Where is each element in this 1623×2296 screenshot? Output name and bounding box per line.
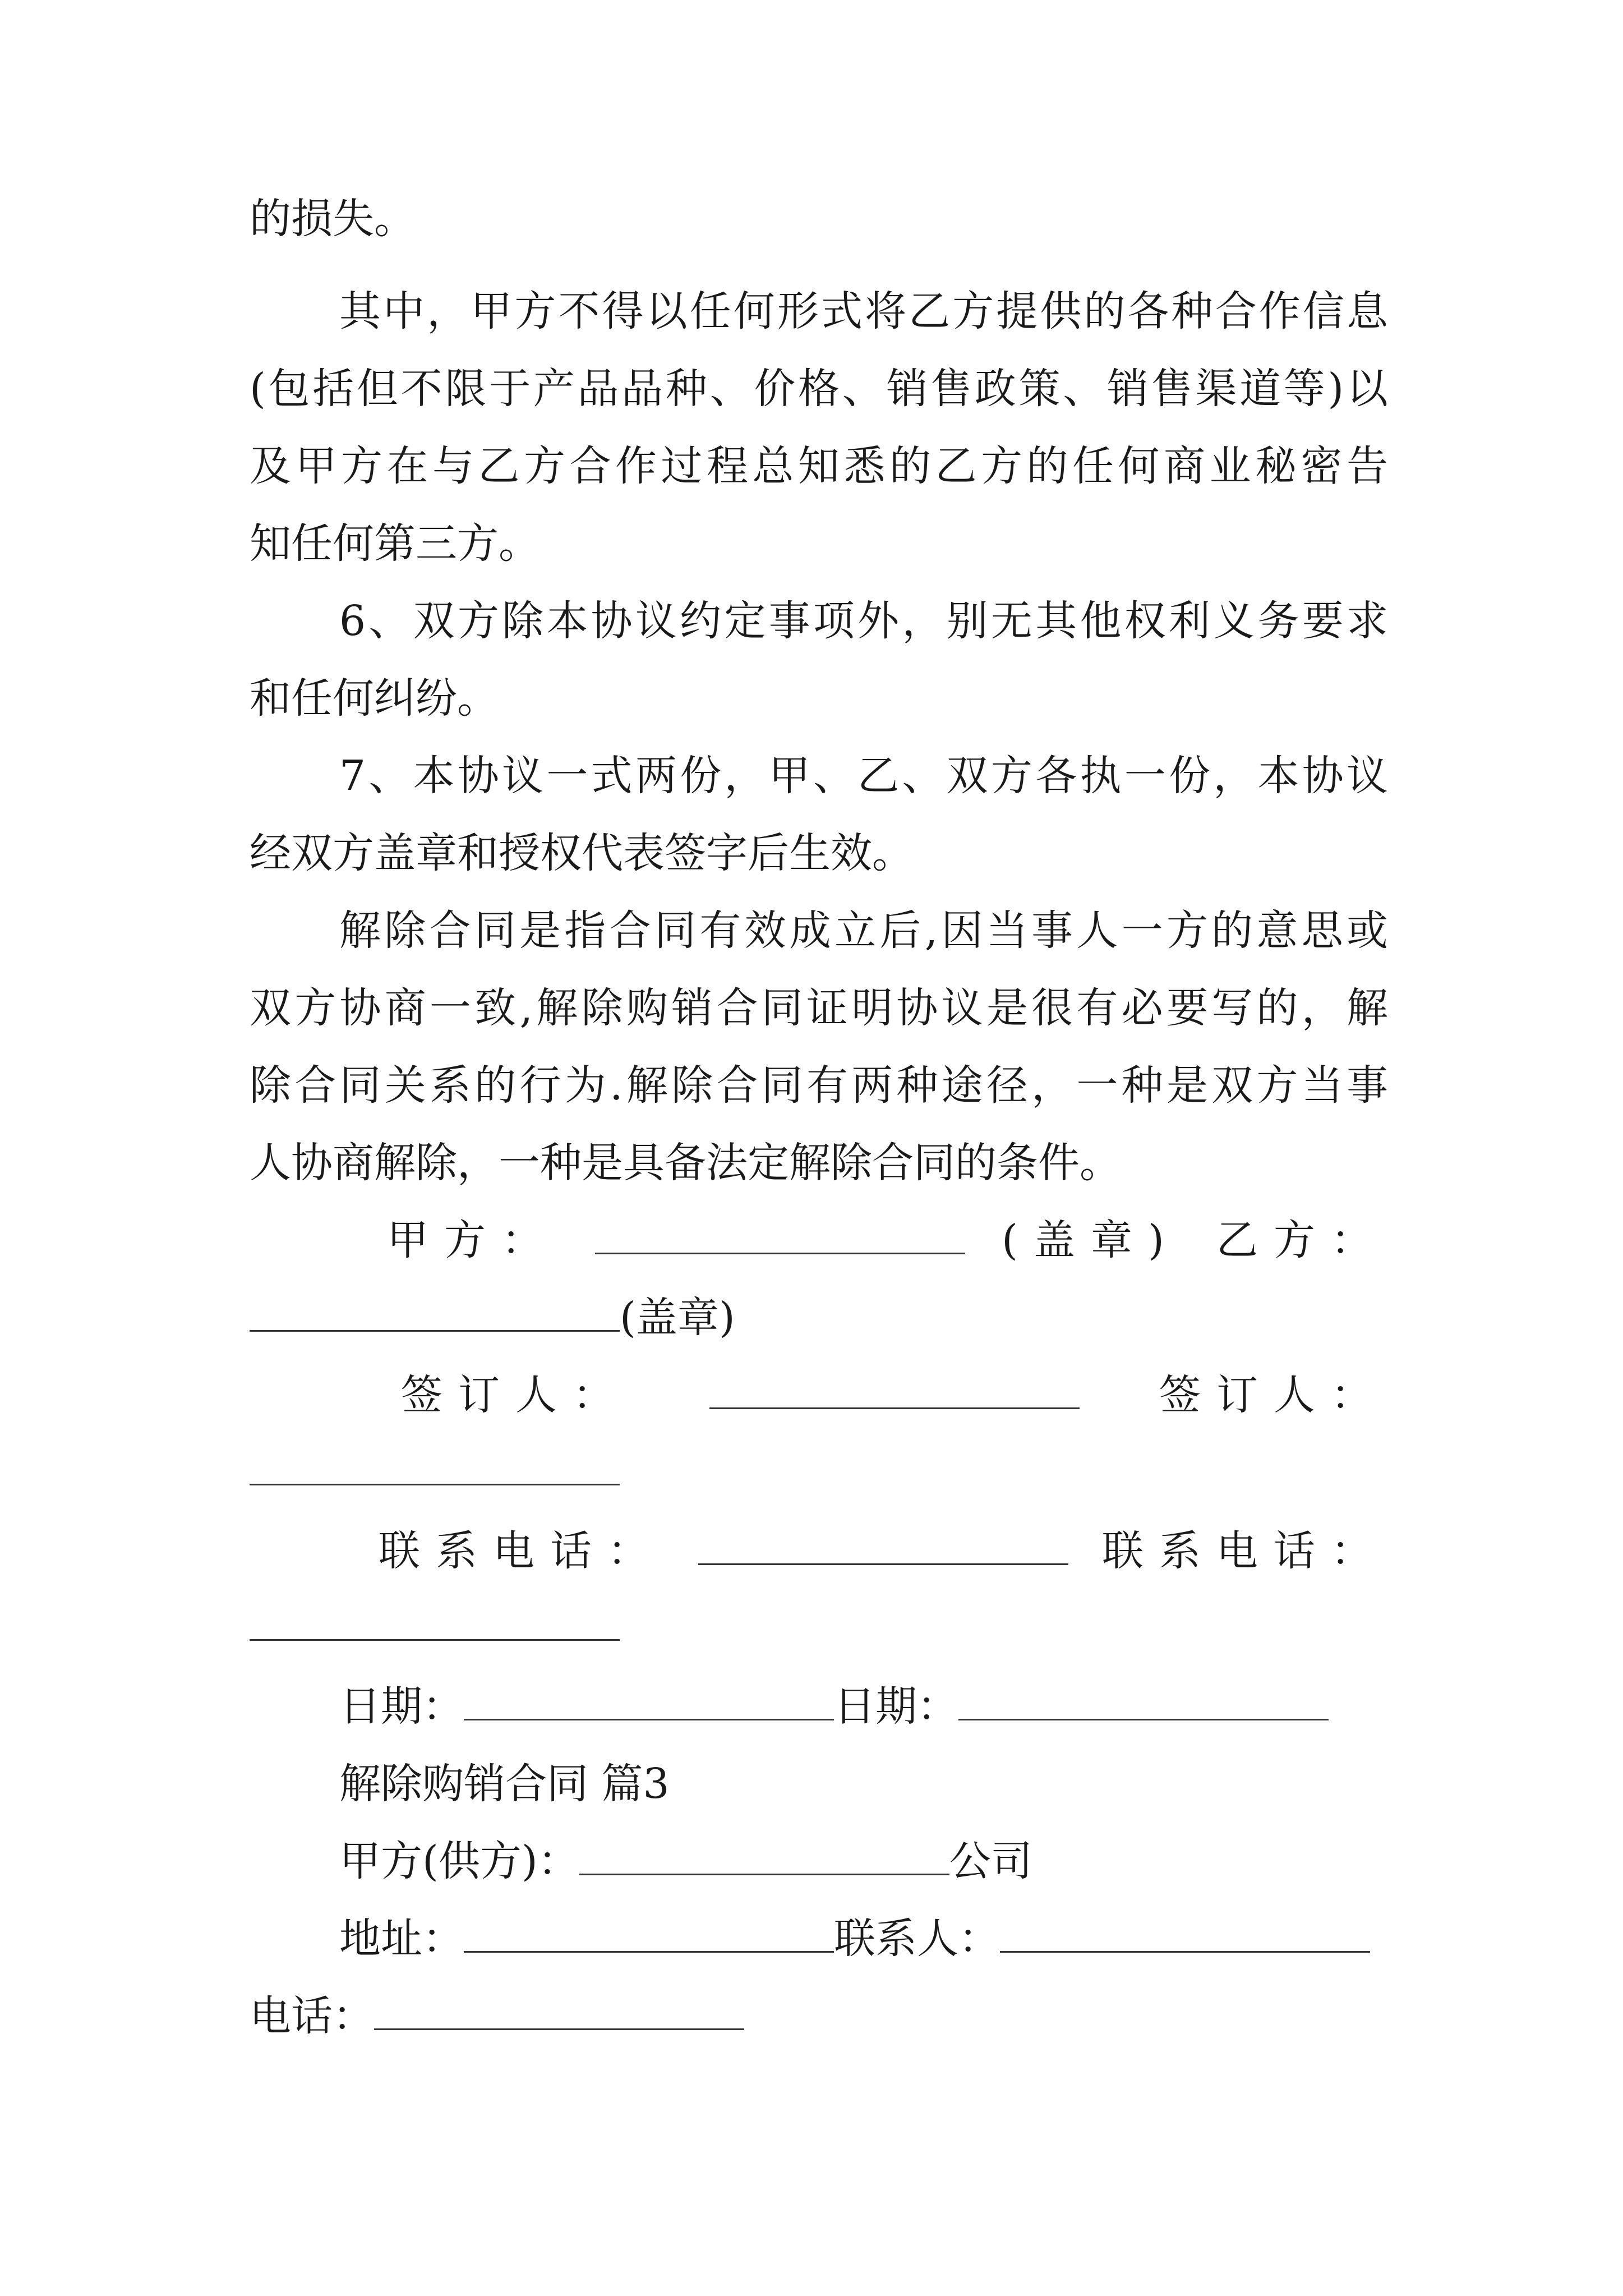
date-b-label: 日期： [834, 1682, 958, 1731]
section-title: 解除购销合同 篇3 [339, 1760, 670, 1808]
paragraph-line: 双方协商一致,解除购销合同证明协议是很有必要写的，解 [250, 984, 1388, 1032]
phone3-row [250, 1988, 1388, 2044]
signer-b-blank[interactable] [250, 1450, 620, 1485]
date-b-blank[interactable] [958, 1685, 1329, 1720]
supplier-blank[interactable] [579, 1840, 949, 1875]
phone-b-row [250, 1605, 1388, 1641]
paragraph-line: 其中，甲方不得以任何形式将乙方提供的各种合作信息 [339, 287, 1388, 335]
party-b-row [250, 1290, 1388, 1346]
date-a-label: 日期： [339, 1682, 464, 1731]
paragraph-line: 知任何第三方。 [250, 519, 540, 568]
phone3-blank[interactable] [374, 1995, 744, 2030]
contact-label: 联系人： [834, 1915, 1000, 1963]
party-a-label: 甲方： [387, 1216, 559, 1264]
paragraph-line: 解除合同是指合同有效成立后,因当事人一方的意思或 [339, 907, 1388, 955]
address-label: 地址： [339, 1915, 464, 1963]
party-row [387, 1212, 1388, 1268]
signer-a-blank[interactable] [709, 1374, 1080, 1409]
phone-row [379, 1523, 1388, 1579]
seal-b-label: (盖章) [620, 1294, 735, 1342]
seal-a-label: (盖章) [1002, 1216, 1180, 1264]
paragraph-line: 及甲方在与乙方合作过程总知悉的乙方的任何商业秘密告 [250, 442, 1388, 490]
company-suffix: 公司 [949, 1837, 1032, 1885]
phone-b-blank[interactable] [250, 1605, 620, 1641]
paragraph-line: 和任何纠纷。 [250, 674, 499, 723]
paragraph-line: 的损失。 [250, 195, 416, 243]
phone-b-label: 联系电话： [1102, 1527, 1388, 1575]
supplier-row [339, 1833, 1388, 1889]
paragraph-line: 6、双方除本协议约定事项外，别无其他权利义务要求 [339, 597, 1388, 645]
signer-b-label: 签订人： [1159, 1371, 1388, 1419]
date-row [339, 1678, 1388, 1734]
paragraph-line: 人协商解除，一种是具备法定解除合同的条件。 [250, 1139, 1121, 1187]
party-b-blank[interactable] [250, 1296, 620, 1332]
signer-b-row [250, 1450, 1388, 1485]
phone-a-label: 联系电话： [379, 1527, 665, 1575]
signer-row [401, 1367, 1388, 1423]
paragraph-line: 经双方盖章和授权代表签字后生效。 [250, 829, 914, 877]
phone3-label: 电话： [250, 1992, 374, 2040]
paragraph-line: 7、本协议一式两份，甲、乙、双方各执一份，本协议 [339, 752, 1388, 800]
contact-blank[interactable] [1000, 1917, 1370, 1953]
address-row [339, 1911, 1388, 1967]
address-blank[interactable] [464, 1917, 834, 1953]
party-b-label: 乙方： [1216, 1216, 1388, 1264]
party-a-blank[interactable] [595, 1219, 965, 1254]
paragraph-line: 除合同关系的行为.解除合同有两种途径，一种是双方当事 [250, 1061, 1388, 1110]
date-a-blank[interactable] [464, 1685, 834, 1720]
paragraph-line: (包括但不限于产品品种、价格、销售政策、销售渠道等)以 [250, 365, 1388, 413]
signer-a-label: 签订人： [401, 1371, 630, 1419]
supplier-label: 甲方(供方)： [339, 1837, 579, 1885]
phone-a-blank[interactable] [698, 1530, 1068, 1565]
